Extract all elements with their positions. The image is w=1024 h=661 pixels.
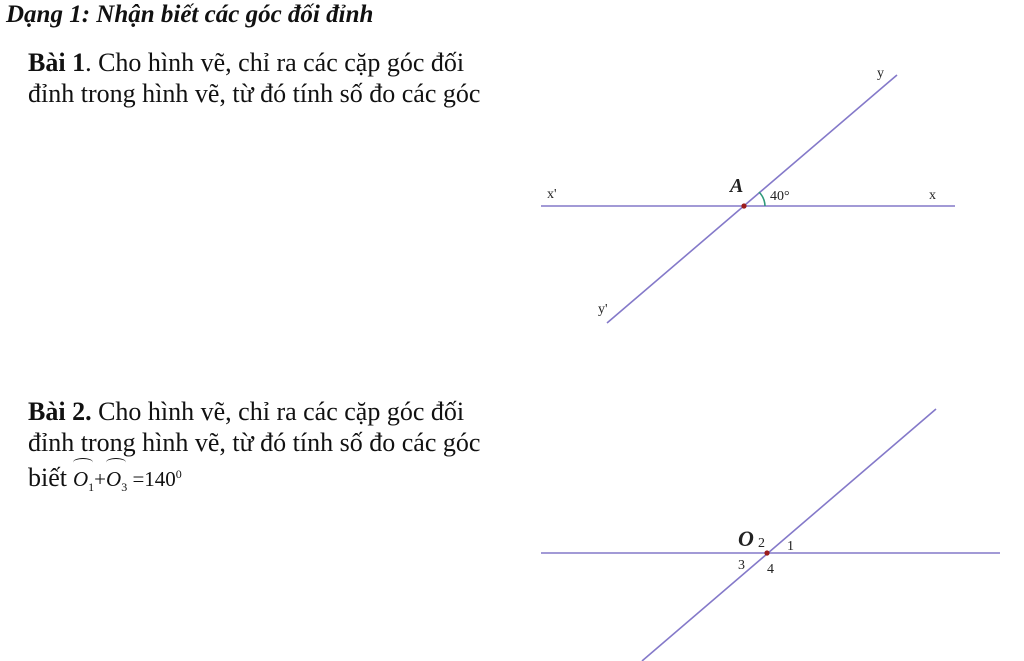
fig1-label-y-prime: y' [598,302,608,317]
fig2-label-angle-3: 3 [738,558,745,573]
angle-o3: $O_3$ [106,458,127,503]
formula-value: =140 [132,467,176,491]
fig2-line-diagonal [642,409,936,661]
fig2-label-angle-4: 4 [767,562,774,577]
fig1-label-angle: 40° [770,189,790,204]
fig2-label-o: O [738,526,754,551]
formula-plus: + [94,467,107,491]
fig1-label-x: x [929,188,936,203]
fig1-angle-arc [759,192,765,206]
exercise-1-text: . Cho hình vẽ, chỉ ra các cặp góc đối đỉnh trong hình vẽ, từ đó tính số đo các góc [28,48,481,108]
fig2-label-angle-2: 2 [758,536,765,551]
fig1-label-y: y [877,66,884,81]
fig1-label-x-prime: x' [547,187,557,202]
section-heading: Dạng 1: Nhận biết các góc đối đỉnh [6,1,374,28]
exercise-2-text: Cho hình vẽ, chỉ ra các cặp góc đối đỉnh trong hình vẽ, từ đó tính số đo các góc biết [28,397,481,492]
formula-degree: 0 [175,467,182,481]
fig2-label-angle-1: 1 [787,539,794,554]
exercise-2-label: Bài 2. [28,397,92,426]
angle-o1: $O_1$ [73,458,94,503]
exercise-1-label: Bài 1 [28,48,86,77]
figure-2 [541,409,1000,661]
fig1-line-yy [607,75,897,323]
fig1-label-a: A [730,175,744,197]
figure-1 [541,66,955,323]
fig2-point-o [764,550,769,555]
fig1-point-a [741,203,746,208]
